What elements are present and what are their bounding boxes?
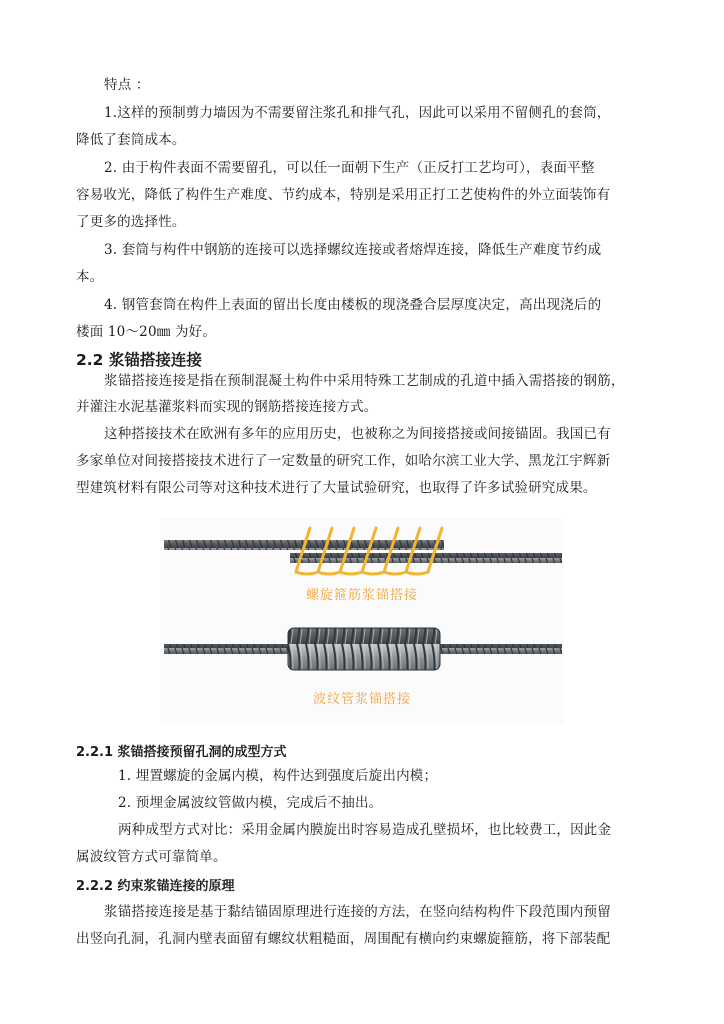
spiral-lap-caption: 螺旋箍筋浆锚搭接 (305, 588, 418, 603)
principle-line-1: 浆锚搭接连接是基于黏结锚固原理进行连接的方法，在竖向结构构件下段范围内预留 (104, 904, 611, 920)
spiral-stirrup (296, 528, 442, 574)
feature-3-line-1: 3. 套筒与构件中钢筋的连接可以选择螺纹连接或者熔焊连接，降低生产难度节约成 (104, 242, 602, 258)
feature-4-line-2: 楼面 10～20㎜ 为好。 (76, 324, 217, 340)
feature-1-line-1: 1.这样的预制剪力墙因为不需要留注浆孔和排气孔，因此可以采用不留侧孔的套筒， (104, 105, 611, 121)
comparison-line-1: 两种成型方式对比：采用金属内膜旋出时容易造成孔壁损坏，也比较费工，因此金 (118, 822, 612, 838)
section-2-2-para2-line2: 多家单位对间接搭接技术进行了一定数量的研究工作，如哈尔滨工业大学、黑龙江宇辉新 (76, 453, 611, 469)
right-rebar-top (290, 553, 562, 563)
method-1: 1. 埋置螺旋的金属内模，构件达到强度后旋出内模； (118, 768, 438, 784)
method-2: 2. 预埋金属波纹管做内模，完成后不抽出。 (118, 795, 383, 811)
features-label: 特点 ： (104, 77, 150, 93)
feature-4-line-1: 4. 钢管套筒在构件上表面的留出长度由楼板的现浇叠合层厚度决定，高出现浇后的 (104, 297, 602, 313)
feature-2-line-1: 2. 由于构件表面不需要留孔，可以任一面朝下生产（正反打工艺均可），表面平整 (104, 160, 595, 176)
left-rebar-bottom (164, 644, 294, 654)
section-2-2-1-heading: 2.2.1 浆锚搭接预留孔洞的成型方式 (76, 745, 287, 760)
anchor-lap-figure (160, 518, 564, 724)
corrugated-lap-caption: 波纹管浆锚搭接 (312, 692, 411, 707)
section-2-2-para2-line1: 这种搭接技术在欧洲有多年的应用历史，也被称之为间接搭接或间接锚固。我国已有 (104, 426, 611, 442)
right-rebar-bottom (436, 644, 562, 654)
section-2-2-para1-line1: 浆锚搭接连接是指在预制混凝土构件中采用特殊工艺制成的孔道中插入需搭接的钢筋， (104, 373, 625, 389)
section-2-2-heading: 2.2 浆锚搭接连接 (76, 351, 202, 369)
corrugated-duct (288, 628, 440, 670)
feature-1-line-2: 降低了套筒成本。 (76, 132, 186, 148)
spiral-lap-rebars (164, 540, 562, 563)
comparison-line-2: 属波纹管方式可靠简单。 (76, 849, 227, 865)
feature-3-line-2: 本。 (76, 269, 104, 285)
feature-2-line-2: 容易收光，降低了构件生产难度、节约成本，特别是采用正打工艺使构件的外立面装饰有 (76, 187, 611, 203)
section-2-2-para2-line3: 型建筑材料有限公司等对这种技术进行了大量试验研究，也取得了许多试验研究成果。 (76, 480, 597, 496)
section-2-2-2-heading: 2.2.2 约束浆锚连接的原理 (76, 879, 235, 894)
principle-line-2: 出竖向孔洞，孔洞内壁表面留有螺纹状粗糙面，周围配有横向约束螺旋箍筋，将下部装配 (76, 931, 611, 947)
section-2-2-para1-line2: 并灌注水泥基灌浆料而实现的钢筋搭接连接方式。 (76, 399, 378, 415)
feature-2-line-3: 了更多的选择性。 (76, 214, 186, 230)
